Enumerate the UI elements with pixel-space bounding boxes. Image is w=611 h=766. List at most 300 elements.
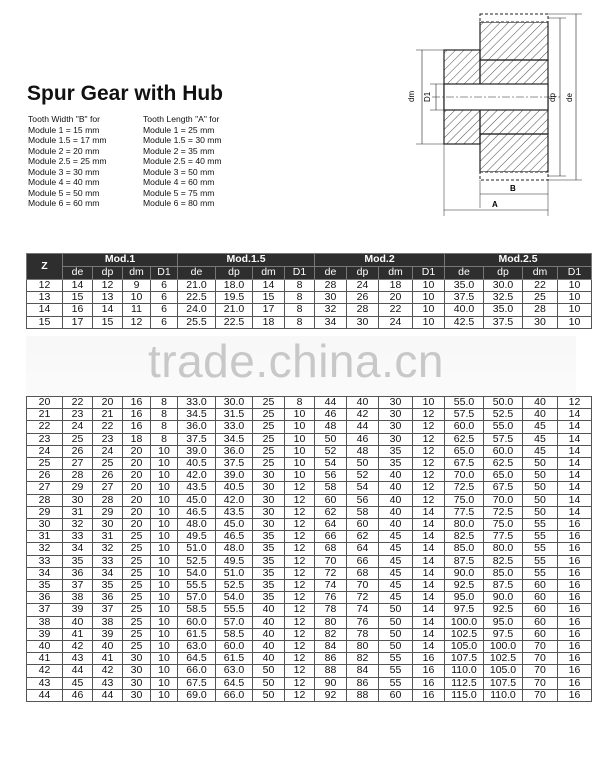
table-cell: 10 (285, 409, 315, 421)
table-cell: 14 (413, 628, 445, 640)
table-cell: 85.0 (484, 567, 523, 579)
table-cell: 12 (413, 421, 445, 433)
table-cell: 35 (253, 567, 285, 579)
table-cell: 12 (123, 316, 151, 328)
table-cell: 10 (285, 470, 315, 482)
table-cell: 39 (63, 604, 93, 616)
subhead: D1 (558, 267, 592, 280)
table-cell: 64 (315, 519, 347, 531)
spec-line: Module 1 = 15 mm (28, 124, 100, 135)
table-cell: 20 (123, 445, 151, 457)
z-cell: 13 (27, 292, 63, 304)
table-cell: 41 (63, 628, 93, 640)
table-cell: 115.0 (445, 689, 484, 701)
table-cell: 57.5 (484, 433, 523, 445)
table-cell: 30 (379, 397, 413, 409)
table-cell: 32 (93, 543, 123, 555)
table-cell: 20 (123, 482, 151, 494)
table-cell: 12 (285, 653, 315, 665)
table-cell: 26 (347, 292, 379, 304)
table-cell: 42.0 (178, 470, 216, 482)
table-cell: 77.5 (484, 531, 523, 543)
table-cell: 62 (347, 531, 379, 543)
table-cell: 35 (253, 592, 285, 604)
table-cell: 8 (151, 409, 178, 421)
table-cell: 60 (523, 616, 558, 628)
table-cell: 57.5 (445, 409, 484, 421)
spec-line: Module 2.5 = 40 mm (143, 156, 222, 166)
table-cell: 40 (63, 616, 93, 628)
z-cell: 12 (27, 280, 63, 292)
table-cell: 14 (413, 506, 445, 518)
spec-line: Module 2.5 = 25 mm (28, 156, 107, 166)
table-cell: 60.0 (216, 641, 253, 653)
table-cell: 10 (413, 397, 445, 409)
z-cell: 25 (27, 458, 63, 470)
z-cell: 27 (27, 482, 63, 494)
table-cell: 40.5 (216, 482, 253, 494)
table-cell: 20 (123, 506, 151, 518)
table-cell: 35 (253, 531, 285, 543)
table-cell: 25 (123, 592, 151, 604)
table-row (27, 555, 592, 567)
table-cell: 55 (379, 677, 413, 689)
table-cell: 10 (123, 292, 151, 304)
table-cell: 12 (413, 470, 445, 482)
table-cell: 20 (93, 397, 123, 409)
z-cell: 21 (27, 409, 63, 421)
table-cell: 45 (379, 580, 413, 592)
gear-table-top (26, 253, 592, 329)
table-cell: 34 (63, 543, 93, 555)
table-cell: 12 (285, 665, 315, 677)
label-d1: D1 (423, 91, 432, 102)
table-cell: 28 (315, 280, 347, 292)
table-cell: 25 (63, 433, 93, 445)
table-cell: 82.5 (445, 531, 484, 543)
table-cell: 78 (315, 604, 347, 616)
table-cell: 60 (523, 580, 558, 592)
z-cell: 44 (27, 689, 63, 701)
table-cell: 87.5 (445, 555, 484, 567)
table-cell: 45.0 (216, 519, 253, 531)
table-cell: 25 (123, 604, 151, 616)
table-cell: 10 (151, 506, 178, 518)
table-cell: 25 (123, 580, 151, 592)
table-cell: 56 (347, 494, 379, 506)
table-cell: 6 (151, 316, 178, 328)
table-cell: 16 (558, 689, 592, 701)
table-cell: 10 (151, 689, 178, 701)
table-row (27, 592, 592, 604)
table-cell: 25 (253, 458, 285, 470)
table-cell: 14 (558, 458, 592, 470)
table-cell: 42 (347, 409, 379, 421)
table-cell: 40.0 (445, 304, 484, 316)
gear-upper-section (480, 22, 548, 60)
table-cell: 44 (93, 689, 123, 701)
table-cell: 12 (413, 409, 445, 421)
page-title: Spur Gear with Hub (27, 82, 224, 105)
mod-header: Mod.2.5 (445, 254, 592, 267)
table-cell: 35.0 (445, 280, 484, 292)
table-cell: 55.0 (484, 421, 523, 433)
table-cell: 20 (123, 494, 151, 506)
table-cell: 12 (285, 506, 315, 518)
table-cell: 10 (151, 580, 178, 592)
table-cell: 55 (379, 665, 413, 677)
table-cell: 16 (123, 409, 151, 421)
table-cell: 69.0 (178, 689, 216, 701)
table-cell: 42.5 (445, 316, 484, 328)
table-cell: 58.5 (178, 604, 216, 616)
table-cell: 28 (523, 304, 558, 316)
table-cell: 44 (63, 665, 93, 677)
table-cell: 10 (558, 316, 592, 328)
table-cell: 25 (123, 567, 151, 579)
table-cell: 14 (253, 280, 285, 292)
table-body-bottom (27, 397, 592, 702)
table-cell: 50 (253, 665, 285, 677)
table-cell: 22 (523, 280, 558, 292)
subhead: de (445, 267, 484, 280)
table-cell: 78 (347, 628, 379, 640)
table-row (27, 580, 592, 592)
table-cell: 12 (558, 397, 592, 409)
table-cell: 18 (379, 280, 413, 292)
table-row (27, 689, 592, 701)
table-cell: 45 (379, 531, 413, 543)
table-cell: 50 (347, 458, 379, 470)
table-cell: 12 (285, 567, 315, 579)
table-cell: 25 (123, 531, 151, 543)
table-cell: 24 (347, 280, 379, 292)
table-cell: 35 (253, 543, 285, 555)
table-row (27, 316, 592, 328)
table-cell: 12 (285, 580, 315, 592)
table-cell: 14 (413, 555, 445, 567)
subhead: dp (93, 267, 123, 280)
table-cell: 23 (93, 433, 123, 445)
subhead: de (178, 267, 216, 280)
subhead: dm (523, 267, 558, 280)
table-cell: 16 (123, 397, 151, 409)
table-cell: 70 (347, 580, 379, 592)
table-cell: 61.5 (178, 628, 216, 640)
table-cell: 37 (63, 580, 93, 592)
table-cell: 30 (123, 689, 151, 701)
table-cell: 27 (63, 458, 93, 470)
table-cell: 80.0 (445, 519, 484, 531)
table-cell: 25 (523, 292, 558, 304)
table-cell: 36 (63, 567, 93, 579)
table-cell: 22 (63, 397, 93, 409)
table-cell: 43.5 (216, 506, 253, 518)
z-cell: 26 (27, 470, 63, 482)
table-cell: 33 (93, 555, 123, 567)
table-cell: 40.5 (178, 458, 216, 470)
z-cell: 20 (27, 397, 63, 409)
table-cell: 42 (63, 641, 93, 653)
spec-line: Module 2 = 20 mm (28, 145, 100, 156)
table-cell: 100.0 (445, 616, 484, 628)
table-cell: 50 (523, 482, 558, 494)
table-cell: 43 (63, 653, 93, 665)
table-cell: 50 (523, 506, 558, 518)
table-cell: 64 (347, 543, 379, 555)
table-cell: 8 (285, 304, 315, 316)
table-cell: 14 (413, 519, 445, 531)
table-cell: 110.0 (445, 665, 484, 677)
table-cell: 6 (151, 280, 178, 292)
table-cell: 6 (151, 304, 178, 316)
table-cell: 60.0 (445, 421, 484, 433)
table-cell: 38 (63, 592, 93, 604)
table-cell: 45.0 (178, 494, 216, 506)
table-cell: 16 (413, 665, 445, 677)
table-cell: 52.5 (484, 409, 523, 421)
z-header: Z (27, 254, 63, 280)
table-cell: 52 (315, 445, 347, 457)
table-cell: 37.5 (484, 316, 523, 328)
table-cell: 87.5 (484, 580, 523, 592)
table-cell: 40 (93, 641, 123, 653)
table-cell: 10 (151, 482, 178, 494)
table-cell: 65.0 (445, 445, 484, 457)
table-cell: 10 (285, 458, 315, 470)
z-cell: 40 (27, 641, 63, 653)
table-cell: 45 (523, 433, 558, 445)
table-cell: 92.5 (484, 604, 523, 616)
table-cell: 97.5 (484, 628, 523, 640)
table-row (27, 397, 592, 409)
table-cell: 41 (93, 653, 123, 665)
table-row (27, 280, 592, 292)
table-cell: 42.0 (216, 494, 253, 506)
table-row (27, 292, 592, 304)
table-cell: 35 (379, 458, 413, 470)
table-cell: 16 (558, 604, 592, 616)
subhead: D1 (151, 267, 178, 280)
table-cell: 86 (315, 653, 347, 665)
table-cell: 30 (253, 482, 285, 494)
table-row (27, 519, 592, 531)
table-cell: 29 (93, 506, 123, 518)
table-cell: 18 (123, 433, 151, 445)
table-cell: 14 (413, 580, 445, 592)
table-cell: 48 (347, 445, 379, 457)
table-cell: 70 (315, 555, 347, 567)
table-cell: 31.5 (216, 409, 253, 421)
table-cell: 28 (347, 304, 379, 316)
table-cell: 54 (315, 458, 347, 470)
table-cell: 95.0 (484, 616, 523, 628)
table-cell: 50 (253, 689, 285, 701)
table-cell: 60.0 (484, 445, 523, 457)
table-cell: 35 (379, 445, 413, 457)
table-cell: 12 (285, 543, 315, 555)
table-cell: 25 (123, 616, 151, 628)
table-cell: 67.5 (445, 458, 484, 470)
table-cell: 12 (285, 616, 315, 628)
table-cell: 45 (379, 567, 413, 579)
table-cell: 64.5 (178, 653, 216, 665)
table-cell: 10 (413, 304, 445, 316)
table-cell: 63.0 (178, 641, 216, 653)
table-cell: 10 (151, 531, 178, 543)
subhead: dm (253, 267, 285, 280)
table-cell: 35 (93, 580, 123, 592)
table-cell: 58 (347, 506, 379, 518)
table-cell: 68 (347, 567, 379, 579)
table-cell: 16 (558, 641, 592, 653)
table-cell: 8 (151, 421, 178, 433)
table-cell: 40 (253, 604, 285, 616)
table-cell: 46.5 (216, 531, 253, 543)
mod-header: Mod.1 (63, 254, 178, 267)
table-cell: 10 (285, 421, 315, 433)
z-cell: 24 (27, 445, 63, 457)
table-cell: 32.5 (484, 292, 523, 304)
table-row (27, 409, 592, 421)
table-cell: 74 (347, 604, 379, 616)
table-row (27, 567, 592, 579)
table-cell: 14 (558, 482, 592, 494)
table-cell: 60 (523, 628, 558, 640)
table-cell: 16 (558, 628, 592, 640)
table-cell: 54.0 (216, 592, 253, 604)
subhead: dm (123, 267, 151, 280)
z-cell: 39 (27, 628, 63, 640)
table-cell: 38 (93, 616, 123, 628)
table-cell: 10 (413, 316, 445, 328)
table-cell: 112.5 (445, 677, 484, 689)
table-cell: 16 (558, 519, 592, 531)
table-cell: 22 (379, 304, 413, 316)
table-cell: 51.0 (216, 567, 253, 579)
table-cell: 12 (285, 628, 315, 640)
table-cell: 45 (63, 677, 93, 689)
table-cell: 80 (347, 641, 379, 653)
table-cell: 62 (315, 506, 347, 518)
table-cell: 90.0 (445, 567, 484, 579)
table-cell: 45 (379, 543, 413, 555)
table-cell: 92 (315, 689, 347, 701)
table-cell: 16 (558, 592, 592, 604)
z-cell: 42 (27, 665, 63, 677)
table-cell: 40 (523, 409, 558, 421)
mod-header: Mod.2 (315, 254, 445, 267)
table-cell: 66 (347, 555, 379, 567)
table-cell: 60 (347, 519, 379, 531)
table-cell: 40 (253, 641, 285, 653)
table-cell: 14 (558, 421, 592, 433)
table-cell: 40 (523, 397, 558, 409)
table-cell: 56 (315, 470, 347, 482)
z-cell: 23 (27, 433, 63, 445)
table-cell: 30 (63, 494, 93, 506)
table-cell: 60.0 (178, 616, 216, 628)
table-cell: 40 (379, 506, 413, 518)
subhead: de (63, 267, 93, 280)
table-cell: 39.0 (216, 470, 253, 482)
table-cell: 90.0 (484, 592, 523, 604)
table-cell: 15 (63, 292, 93, 304)
table-cell: 48.0 (216, 543, 253, 555)
table-cell: 20 (123, 458, 151, 470)
table-cell: 10 (151, 592, 178, 604)
table-cell: 45 (379, 592, 413, 604)
table-cell: 39 (93, 628, 123, 640)
table-cell: 95.0 (445, 592, 484, 604)
table-cell: 40 (379, 482, 413, 494)
table-cell: 48.0 (178, 519, 216, 531)
table-cell: 22 (93, 421, 123, 433)
table-cell: 35 (63, 555, 93, 567)
table-cell: 107.5 (445, 653, 484, 665)
table-cell: 60 (315, 494, 347, 506)
z-cell: 38 (27, 616, 63, 628)
table-row (27, 543, 592, 555)
table-cell: 27 (93, 482, 123, 494)
table-row (27, 445, 592, 457)
table-cell: 45 (523, 445, 558, 457)
table-cell: 12 (93, 280, 123, 292)
spec-line: Module 1 = 25 mm (143, 124, 215, 135)
table-cell: 10 (413, 292, 445, 304)
table-row (27, 421, 592, 433)
watermark-text: trade.china.cn (148, 335, 444, 387)
table-row (27, 433, 592, 445)
table-cell: 25 (123, 543, 151, 555)
table-cell: 88 (315, 665, 347, 677)
table-cell: 43.5 (178, 482, 216, 494)
table-cell: 30 (315, 292, 347, 304)
table-cell: 14 (413, 592, 445, 604)
table-cell: 54 (347, 482, 379, 494)
table-cell: 55 (379, 653, 413, 665)
table-cell: 30 (253, 506, 285, 518)
tooth-length-heading: Tooth Length "A" for (143, 114, 220, 124)
table-cell: 52.5 (216, 580, 253, 592)
table-cell: 14 (63, 280, 93, 292)
z-cell: 14 (27, 304, 63, 316)
table-cell: 32 (315, 304, 347, 316)
table-cell: 31 (93, 531, 123, 543)
table-cell: 43 (93, 677, 123, 689)
z-cell: 31 (27, 531, 63, 543)
z-cell: 37 (27, 604, 63, 616)
table-cell: 35 (253, 555, 285, 567)
table-cell: 50 (523, 458, 558, 470)
table-cell: 12 (285, 641, 315, 653)
table-cell: 16 (413, 653, 445, 665)
label-de: de (565, 93, 574, 102)
table-cell: 29 (63, 482, 93, 494)
table-cell: 12 (413, 445, 445, 457)
table-cell: 37.5 (178, 433, 216, 445)
z-cell: 29 (27, 506, 63, 518)
table-cell: 14 (558, 506, 592, 518)
table-cell: 74 (315, 580, 347, 592)
table-cell: 36.0 (178, 421, 216, 433)
table-cell: 66.0 (216, 689, 253, 701)
table-cell: 52 (347, 470, 379, 482)
table-cell: 40 (379, 470, 413, 482)
table-cell: 25 (123, 555, 151, 567)
table-cell: 14 (558, 445, 592, 457)
table-cell: 65.0 (484, 470, 523, 482)
